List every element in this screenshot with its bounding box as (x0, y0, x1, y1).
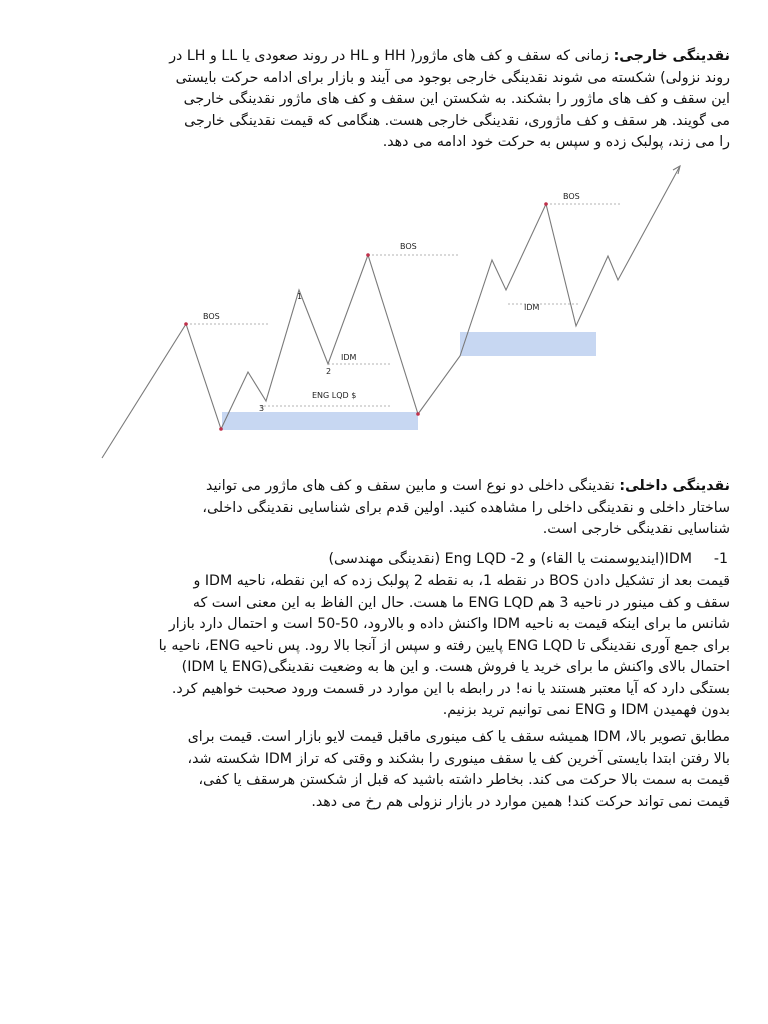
pivot-point (416, 412, 420, 416)
text-line: بدون فهمیدن IDM و ENG نمی توانیم ترید بزنیم. (442, 702, 730, 718)
list-item-idm-eng (52, 549, 692, 571)
bos-label: BOS (400, 242, 417, 251)
point-3-label: 3 (259, 404, 265, 413)
idm-zone (460, 332, 596, 356)
text-line: بالا رفتن ابتدا بایستی آخرین کف یا سقف مینوری را بشکند و وقتی که تراز IDM شکسته شد، (187, 750, 730, 767)
bos-label: BOS (203, 312, 220, 321)
list-item-number: -1 (713, 551, 728, 567)
eng-liquidity-zone (222, 412, 418, 430)
list-item-text: IDM(ایندیوسمنت یا القاء) و Eng LQD -2 (نقدینگی مهندسی) (328, 551, 692, 567)
pivot-point (219, 427, 223, 431)
idm-explanation-paragraph (52, 571, 730, 722)
text-line: شانس ما برای اینکه قیمت به ناحیه IDM واکنش داده و بالارود، 50-50 است و احتمال دارد بازار (168, 616, 730, 632)
internal-liquidity-paragraph (52, 476, 730, 541)
text-line: روند نزولی) شکسته می شوند نقدینگی خارجی بوجود می آیند و بازار برای ادامه حرکت بایستی (175, 69, 730, 86)
text-line: سقف و کف مینور در ناحیه 3 هم ENG LQD ما هست. حال این الفاظ به این معنی است که (192, 594, 730, 611)
bos-label: BOS (563, 192, 580, 201)
live-price-paragraph (52, 727, 730, 813)
text-line: ساختار داخلی و نقدینگی داخلی را مشاهده کنید. اولین قدم برای شناسایی نقدینگی داخلی، (202, 499, 730, 516)
pivot-point (544, 202, 548, 206)
text-line: این سقف و کف های ماژور را بشکند. به شکستن این سقف و کف های ماژور نقدینگی خارجی (183, 91, 730, 107)
idm-label: IDM (341, 353, 357, 362)
market-structure-diagram (100, 160, 688, 462)
text-line: قیمت بعد از تشکیل دادن BOS در نقطه 1، به نقطه 2 پولبک زده که این نقطه، ناحیه IDM و (193, 573, 730, 589)
external-liquidity-heading: نقدینگی خارجی: (613, 48, 730, 64)
text-line: شناسایی نقدینگی خارجی است. (542, 521, 730, 537)
pivot-point (184, 322, 188, 326)
eng-liquidity-label: ENG LQD $ (312, 391, 357, 400)
idm-label: IDM (524, 303, 540, 312)
text-line: نقدینگی داخلی دو نوع است و مابین سقف و کف های ماژور می توانید (206, 478, 620, 494)
text-line: زمانی که سقف و کف های ماژور( HH و HL در روند صعودی یا LL و LH در (169, 48, 614, 64)
text-line: بستگی دارد که آیا معتبر هستند یا نه! در رابطه با این موارد در قسمت ورود صحبت خواهیم کرد. (171, 680, 730, 697)
point-2-label: 2 (326, 367, 332, 376)
text-line: را می زند، پولبک زده و سپس به حرکت خود ادامه می دهد. (382, 134, 730, 150)
text-line: برای جمع آوری نقدینگی تا ENG LQD پایین رفته و سپس از آنجا بالا رود. پس ناحیه ENG، ناحیه با (158, 637, 730, 654)
point-1-label: 1 (297, 292, 303, 301)
text-line: قیمت به سمت بالا حرکت می کند. بخاطر داشته باشید که قبل از شکستن هرسقف یا کفی، (198, 772, 730, 788)
text-line: می گویند. هر سقف و کف ماژوری، نقدینگی خارجی هست. هنگامی که قیمت نقدینگی خارجی (184, 112, 730, 129)
text-line: مطابق تصویر بالا، IDM همیشه سقف یا کف مینوری ماقبل قیمت لایو بازار است. قیمت برای (187, 729, 730, 745)
internal-liquidity-heading: نقدینگی داخلی: (619, 478, 730, 494)
pivot-point (366, 253, 370, 257)
external-liquidity-paragraph (52, 46, 730, 154)
text-line: احتمال بالای واکنش ما برای خرید یا فروش هست. و این ها به وضعیت نقدینگی(ENG یا IDM) (181, 659, 730, 675)
text-line: قیمت نمی تواند حرکت کند! همین موارد در بازار نزولی هم رخ می دهد. (311, 793, 730, 810)
